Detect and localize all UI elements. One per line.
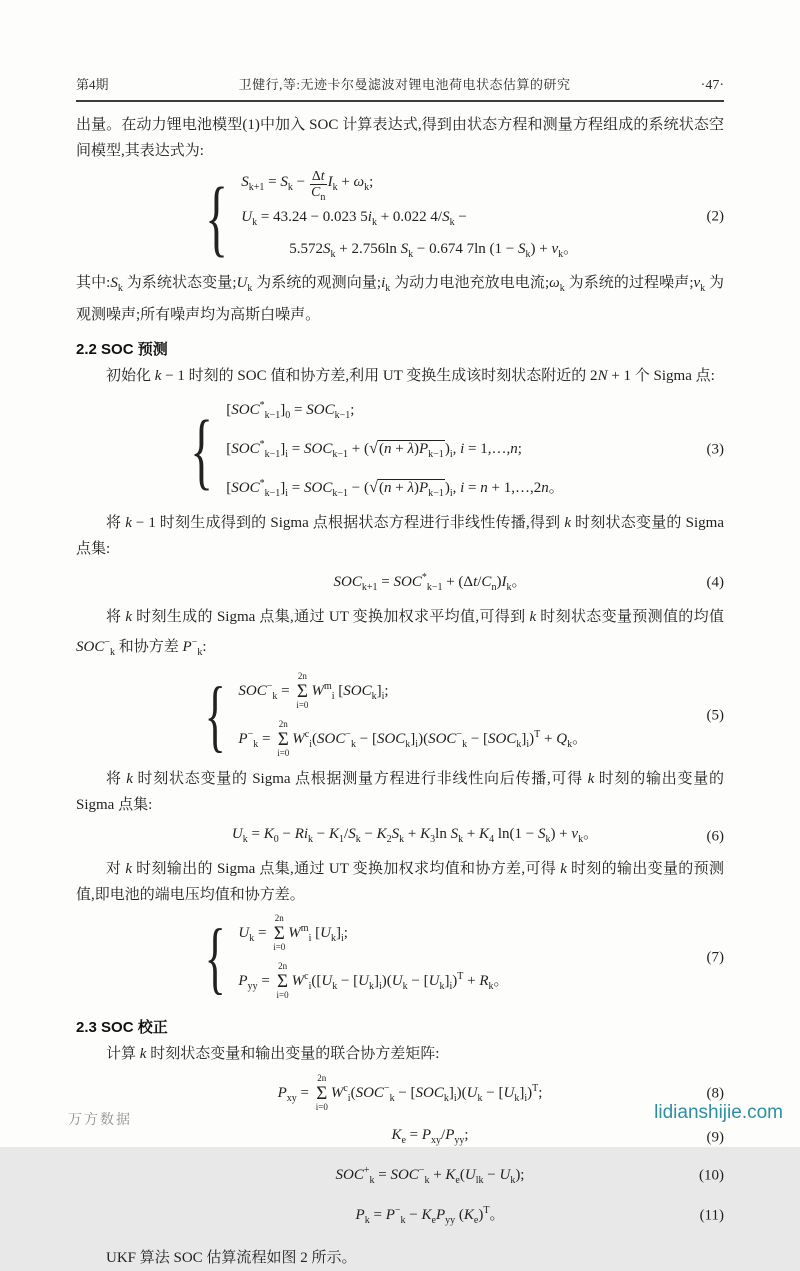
equation-line: $P_k = P^-_k - K_eP_{yy}$ $(K_e)^T$。 — [355, 1205, 505, 1226]
para-intro: 出量。在动力锂电池模型(1)中加入 SOC 计算表达式,得到由状态方程和测量方程组成的系统状态空间模型,其表达式为: — [76, 117, 724, 159]
equation-line: $5.572S_k + 2.756\ln$ $S_k - 0.674$ 7ln $(1 - S_k) + v_k$。 — [289, 241, 579, 260]
equation-9 — [76, 1121, 724, 1155]
equation-line: $SOC_{k+1} = SOC^*_{k-1} + (\Delta t/C_n)I_k$。 — [333, 572, 527, 593]
para-flowchart-ref: UKF 算法 SOC 估算流程如图 2 所示。 — [106, 1250, 357, 1266]
equation-line: $U_k$ = 2n Σ i=0 $W^m_i$ $[U_k]_i$; — [238, 913, 348, 953]
equation-line: $P_{yy}$ = 2n Σ i=0 $W^c_i([U_k - [U_k]_i)(U_k - [U_k]_i)^T + R_k$。 — [238, 961, 509, 1001]
equation-line: $[SOC^*_{k-1}]_i = SOC_{k-1} - (√(n + \lambda)P_{k-1})_i$, i = n + 1,…,2n。 — [226, 477, 564, 499]
equation-4 — [76, 564, 724, 602]
equation-line: $SOC^+_k = SOC^-_k + K_e(U_{lk} - U_k)$; — [335, 1165, 525, 1186]
equation-number: (4) — [706, 574, 724, 591]
equation-number: (2) — [706, 208, 724, 225]
para-noise-def: 其中$:S_k$ 为系统状态变量$;U_k$ 为系统的观测向量$;i_k$ 为动力电池充放电电流$;\omega_k$ 为系统的过程噪声$;v_k$ 为观测噪声;所有噪声均为高斯白噪声。 — [76, 275, 725, 323]
left-brace: { — [204, 914, 226, 1002]
equation-number: (5) — [706, 707, 724, 724]
equation-2 — [76, 166, 724, 268]
para-propagate-output: 将 k 时刻状态变量的 Sigma 点根据测量方程进行非线性向后传播,可得 k 时刻的输出变量的 Sigma 点集: — [76, 771, 724, 813]
section-heading-2-3: 2.3 SOC 校正 — [76, 1019, 168, 1036]
equation-line: $[SOC^*_{k-1}]_i = SOC_{k-1} + (√(n + \lambda)P_{k-1})_i$, i = 1,…,n; — [226, 438, 522, 460]
left-brace: { — [205, 169, 228, 265]
left-brace: { — [190, 401, 213, 498]
equation-number: (7) — [706, 949, 724, 966]
equation-line: $[SOC^*_{k-1}]_0 = SOC_{k-1}$; — [226, 400, 355, 421]
para-joint-cov: 计算 k 时刻状态变量和输出变量的联合协方差矩阵: — [106, 1046, 440, 1062]
equation-number: (3) — [706, 441, 724, 457]
header-rule — [76, 100, 724, 102]
equation-line: $SOC^-_k$ = 2n Σ i=0 $W^m_i$ $[SOC_k]_i$; — [238, 671, 389, 711]
page-header — [76, 74, 724, 94]
equation-line: $S_{k+1} = S_k$ − $\frac{\Delta t}{C_n}$ $I_k + \omega_k$; — [241, 167, 374, 203]
equation-3 — [76, 391, 724, 508]
equation-number: (9) — [706, 1129, 724, 1146]
equation-line: $U_k = 43.24 - 0.023$ $5i_k + 0.022$ $4/S_k$ − — [241, 209, 467, 228]
left-brace: { — [204, 672, 226, 760]
site-url: lidianshijie.com — [654, 1102, 783, 1123]
equation-line: $U_k = K_0 - Ri_k - K_1/S_k - K_2S_k + K_3\ln$ $S_k + K_4$ $\ln(1 - S_k) + v_k$。 — [231, 826, 599, 845]
equation-5 — [76, 668, 724, 764]
journal-issue: 第4期 — [76, 77, 109, 92]
wanfang-watermark: 万方数据 — [68, 1113, 132, 1128]
section-heading-2-2: 2.2 SOC 预测 — [76, 341, 168, 358]
equation-line: $P^-_k$ = 2n Σ i=0 $W^c_i(SOC^-_k - [SOC_k]_i)(SOC^-_k - [SOC_k]_i)^T + Q_k$。 — [238, 719, 588, 759]
equation-line: $P_{xy}$ = 2n Σ i=0 $W^c_i(SOC^-_k - [SOC_k]_i)(U_k - [U_k]_i)^T$; — [277, 1073, 543, 1113]
equation-number: (8) — [706, 1085, 724, 1102]
equation-8 — [76, 1069, 724, 1119]
page-number: ·47· — [700, 78, 724, 93]
para-propagate-state: 将 k − 1 时刻生成得到的 Sigma 点根据状态方程进行非线性传播,得到 k 时刻状态变量的 Sigma 点集: — [76, 515, 724, 557]
equation-number: (6) — [706, 828, 724, 845]
equation-number: (10) — [699, 1167, 724, 1184]
equation-7 — [76, 910, 724, 1006]
equation-10 — [76, 1157, 724, 1195]
equation-6 — [76, 820, 724, 854]
para-ut-mean: 将 k 时刻生成的 Sigma 点集,通过 UT 变换加权求平均值,可得到 k 时刻状态变量预测值的均值 $SOC^-_k$ 和协方差 $P^-_k$: — [76, 609, 724, 658]
equation-number: (11) — [699, 1207, 724, 1224]
running-title: 卫健行,等:无迹卡尔曼滤波对锂电池荷电状态估算的研究 — [238, 77, 571, 92]
para-output-mean: 对 k 时刻输出的 Sigma 点集,通过 UT 变换加权求均值和协方差,可得 k 时刻的输出变量的预测值,即电池的端电压均值和协方差。 — [76, 861, 724, 903]
para-sigma-init: 初始化 k − 1 时刻的 SOC 值和协方差,利用 UT 变换生成该时刻状态附近的 2N + 1 个 Sigma 点: — [106, 368, 715, 384]
equation-11 — [76, 1197, 724, 1235]
equation-line: $K_e = P_{xy}/P_{yy}$; — [391, 1127, 469, 1146]
